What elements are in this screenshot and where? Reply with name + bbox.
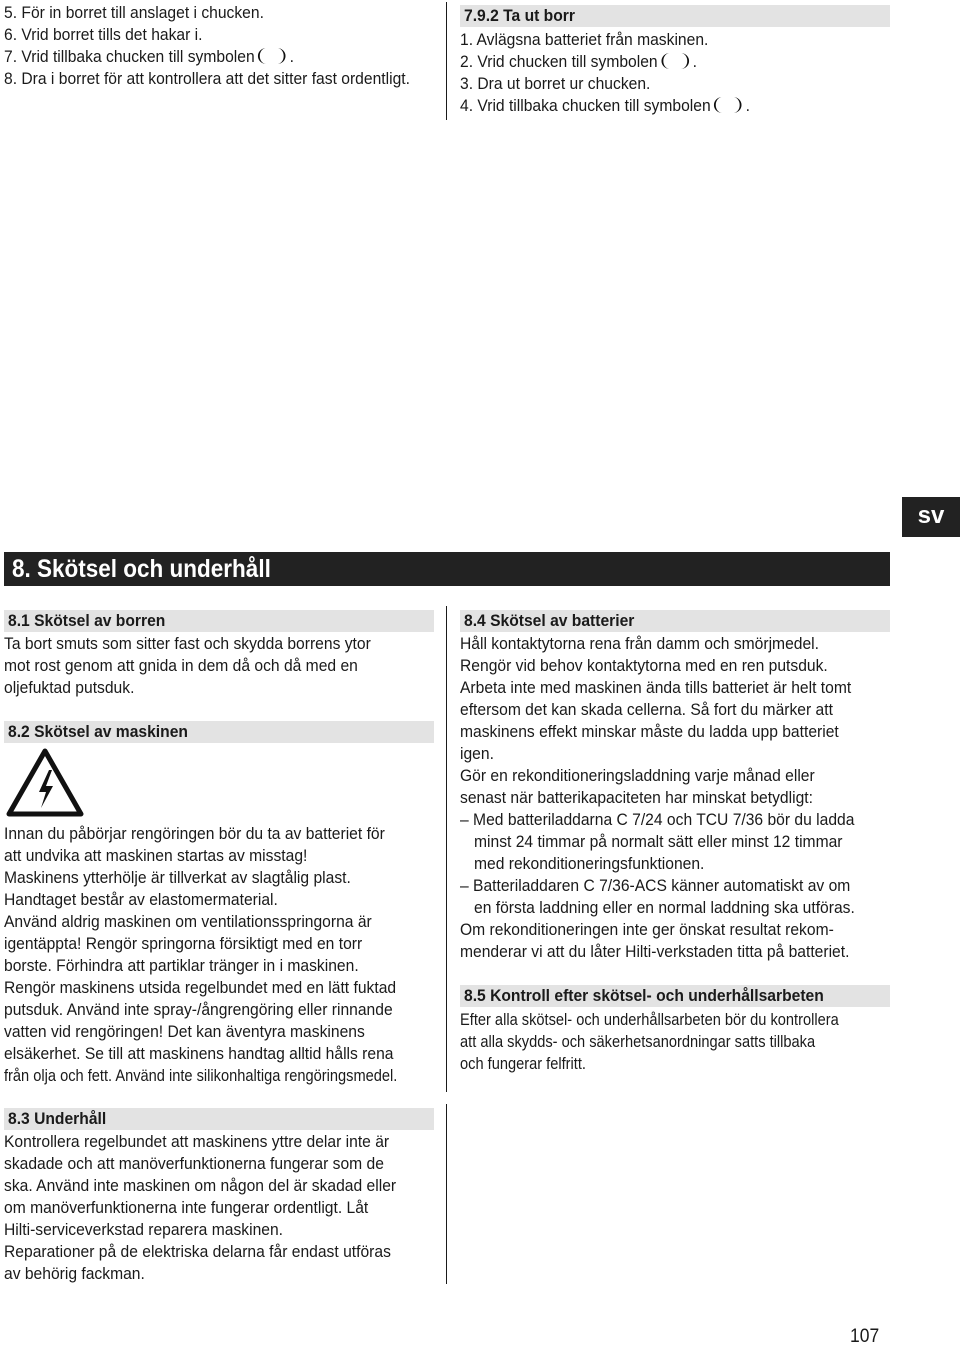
section-8-4-heading [460, 610, 890, 632]
chuck-closed-symbol-icon [256, 47, 287, 65]
section-7-9-2-heading [460, 5, 890, 27]
s82-line: Använd aldrig maskinen om ventilationsspringorna är [4, 912, 372, 931]
section-7-9-2-title: 7.9.2 Ta ut borr [464, 6, 575, 25]
lower-column-divider [446, 606, 447, 1092]
page-number: 107 [850, 1326, 880, 1347]
section-8-1-body [4, 633, 436, 699]
chuck-open-symbol-icon [659, 52, 690, 70]
s83-line: Hilti-serviceverkstad reparera maskinen. [4, 1220, 284, 1239]
s84-line: menderar vi att du låter Hilti-verkstaden titta på batteriet. [460, 942, 850, 961]
remove-step-4 [460, 95, 750, 117]
section-8-2-title: 8.2 Skötsel av maskinen [8, 722, 188, 741]
s81-line: oljefuktad putsduk. [4, 678, 135, 697]
s84-line: senast när batterikapaciteten har minskat betydligt: [460, 788, 813, 807]
s83-line: skadade och att manöverfunktionerna fungerar som de [4, 1154, 384, 1173]
top-right-instructions [460, 29, 890, 119]
s83-line: ska. Använd inte maskinen om någon del är skadad eller [4, 1176, 397, 1195]
s84-line: Om rekonditioneringen inte ger önskat resultat rekom- [460, 920, 834, 939]
s84-line: eftersom det kan skada cellerna. Så fort du märker att [460, 700, 833, 719]
remove-step-2-period: . [692, 52, 697, 71]
section-8-2-body [4, 823, 436, 1087]
s81-line: Ta bort smuts som sitter fast och skydda borrens ytor [4, 634, 371, 653]
high-voltage-warning-icon [6, 748, 84, 818]
step-7-period: . [289, 47, 294, 66]
s82-line: putsduk. Använd inte spray-/ångrengöring eller rinnande [4, 1000, 393, 1019]
chapter-title: 8. Skötsel och underhåll [12, 555, 271, 583]
section-8-4-body [460, 633, 900, 963]
step-6: 6. Vrid borret tills det hakar i. [4, 25, 203, 44]
step-8: 8. Dra i borret för att kontrollera att det sitter fast ordentligt. [4, 69, 410, 88]
top-left-instructions [4, 2, 434, 92]
section-8-5-body [460, 1009, 900, 1075]
s83-line: om manöverfunktionerna inte fungerar ordentligt. Låt [4, 1198, 369, 1217]
section-8-3-title: 8.3 Underhåll [8, 1109, 107, 1128]
s85-line: att alla skydds- och säkerhetsanordningar satts tillbaka [460, 1032, 816, 1051]
step-7 [4, 46, 294, 68]
remove-step-2 [460, 51, 697, 73]
s84-line: Rengör vid behov kontaktytorna med en ren putsduk. [460, 656, 828, 675]
s82-line: elsäkerhet. Se till att maskinens handtag alltid hålls rena [4, 1044, 394, 1063]
s82-line: igentäppta! Rengör springorna försiktigt med en torr [4, 934, 363, 953]
section-8-4-title: 8.4 Skötsel av batterier [464, 611, 635, 630]
s82-line: borste. Förhindra att partiklar tränger in i maskinen. [4, 956, 359, 975]
remove-step-1: 1. Avlägsna batteriet från maskinen. [460, 30, 709, 49]
s84-bullet-continuation: en första laddning eller en normal laddning ska utföras. [474, 898, 855, 917]
section-8-3-heading [4, 1108, 434, 1130]
remove-step-2-text: 2. Vrid chucken till symbolen [460, 52, 658, 71]
s82-line: vatten vid rengöringen! Det kan äventyra maskinens [4, 1022, 365, 1041]
language-tab [902, 497, 960, 537]
s83-line: Reparationer på de elektriska delarna får endast utföras [4, 1242, 391, 1261]
s84-bullet-continuation: minst 24 timmar på normalt sätt eller minst 12 timmar [474, 832, 843, 851]
remove-step-4-text: 4. Vrid tillbaka chucken till symbolen [460, 96, 711, 115]
s82-line: Rengör maskinens utsida regelbundet med en lätt fuktad [4, 978, 397, 997]
section-8-5-heading [460, 985, 890, 1007]
section-8-1-heading [4, 610, 434, 632]
s84-line: Arbeta inte med maskinen ända tills batteriet är helt tomt [460, 678, 852, 697]
s82-line: att undvika att maskinen startas av misstag! [4, 846, 308, 865]
s85-line: och fungerar felfritt. [460, 1054, 586, 1073]
s84-bullet-continuation: med rekonditioneringsfunktionen. [474, 854, 705, 873]
s84-line: Håll kontaktytorna rena från damm och smörjmedel. [460, 634, 820, 653]
s84-bullet-line: – Batteriladdaren C 7/36-ACS känner automatiskt av om [460, 876, 851, 895]
top-column-divider [446, 2, 447, 120]
s82-line: Maskinens ytterhölje är tillverkat av slagtålig plast. [4, 868, 351, 887]
chuck-closed-symbol-icon [712, 96, 743, 114]
remove-step-4-period: . [745, 96, 750, 115]
bottom-column-divider [446, 1104, 447, 1284]
remove-step-3: 3. Dra ut borret ur chucken. [460, 74, 651, 93]
section-8-1-title: 8.1 Skötsel av borren [8, 611, 166, 630]
s83-line: Kontrollera regelbundet att maskinens yttre delar inte är [4, 1132, 390, 1151]
chapter-heading-bar [4, 552, 890, 586]
s83-line: av behörig fackman. [4, 1264, 145, 1283]
step-7-text: 7. Vrid tillbaka chucken till symbolen [4, 47, 255, 66]
s84-bullet-line: – Med batteriladdarna C 7/24 och TCU 7/36 bör du ladda [460, 810, 855, 829]
s84-line: Gör en rekonditioneringsladdning varje månad eller [460, 766, 815, 785]
step-5: 5. För in borret till anslaget i chucken. [4, 3, 264, 22]
s82-line: Handtaget består av elastomermaterial. [4, 890, 278, 909]
s81-line: mot rost genom att gnida in dem då och då med en [4, 656, 358, 675]
s82-line: Innan du påbörjar rengöringen bör du ta av batteriet för [4, 824, 385, 843]
s84-line: igen. [460, 744, 494, 763]
s85-line: Efter alla skötsel- och underhållsarbeten bör du kontrollera [460, 1010, 839, 1029]
section-8-3-body [4, 1131, 436, 1285]
section-8-2-heading [4, 721, 434, 743]
language-code: sv [917, 502, 945, 529]
section-8-5-title: 8.5 Kontroll efter skötsel- och underhållsarbeten [464, 986, 824, 1005]
s82-line: från olja och fett. Använd inte silikonhaltiga rengöringsmedel. [4, 1066, 398, 1085]
s84-line: maskinens effekt minskar måste du ladda upp batteriet [460, 722, 839, 741]
